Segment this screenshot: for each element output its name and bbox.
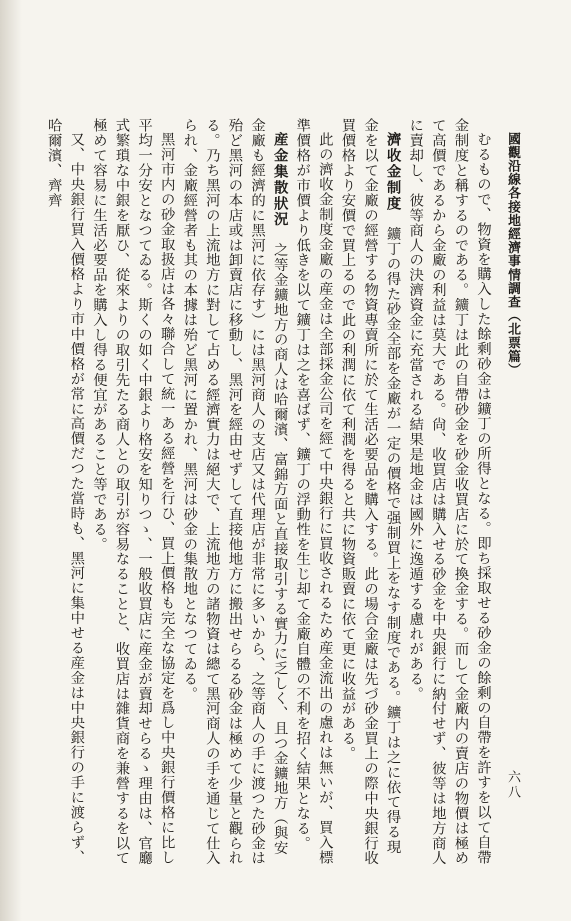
paragraph-4 — [178, 118, 291, 868]
page-number: 六八 — [505, 770, 520, 800]
paragraph-1 — [404, 118, 494, 868]
book-spine-shadow — [0, 0, 22, 921]
running-title: 國觀沿線各接地經濟事情調查（北票篇） — [505, 132, 520, 377]
paragraph-text: 鑛丁の得た砂金全部を金廠が一定の價格で强制買上をなす制度である。鑛丁は之に依て得る現金を以て金廠の經營する物資專賣所に於て生活必要品を購入する。此の場合金廠は先づ砂金買上の際中央銀行收買價格より安價で買上るので此の利潤に依て利潤を得ると共に物資販賣に依て更に收益がある。 — [339, 118, 401, 866]
paragraph-6 — [42, 118, 87, 868]
section-heading: 産金集散狀況 — [271, 132, 289, 228]
section-heading: 濟收金制度 — [384, 132, 402, 212]
paragraph-text: 又、中央銀行買入價格より市中價格が常に高價だつた當時も、黑河に集中せる産金は中央銀行の手に渡らず、哈爾濱、齊齊 — [45, 118, 85, 865]
paragraph-text: 之等金鑛地方の商人は哈爾濱、富錦方面と直接取引する實力に乏しく、且つ金鑛地方（與安金廠も經濟的に黑河に依存す）には黑河商人の支店又は代理店が非常に多いから、之等商人の手に渡つた砂金は殆ど黑河の本店或は卸賣店に移動し、黑河を經由せずして直接他地方に搬出せらるる砂金は極めて少量と觀られる。乃ち黑河の上流地方に對して占める經濟實力は絕大で、上流地方の諸物資は總て黑河商人の手を通じて仕入られ、金廠經營者も其の本據は殆ど黑河に置かれ、黑河は砂金の集散地となつてゐる。 — [181, 118, 288, 866]
paragraph-text: むるもので、物資を購入した餘剩砂金は鑛丁の所得となる。即ち採取せる砂金の餘剩の自帶を許すを以て自帶金制度と稱するのである。鑛丁は此の自帶砂金を砂金收買店に於て換金する。而して金廠内の賣店の物價は極めて高價であるから金廠の利益は莫大である。尙、收買店は購入せる砂金を中央銀行に納付せず、彼等は地方商人に賣却し、彼等商人の決濟資金に充當される結果是地金は國外に逸遁する慮れがある。 — [407, 118, 491, 866]
body-text — [45, 118, 494, 868]
paragraph-2 — [336, 118, 404, 868]
paragraph-5 — [87, 118, 177, 868]
paragraph-text: 此の濟收金制度金廠の産金は全部採金公司を經て中央銀行に買收されるため産金流出の慮れは無いが、買入標準價格が市價より低きを以て鑛丁は之を喜ばず、鑛丁の浮動性を生じ却て金廠自體の不利を招く結果となる。 — [294, 118, 333, 865]
paragraph-text: 黑河市内の砂金取扱店は各々聯合して統一ある經營を行ひ、買上價格も完全な協定を爲し中央銀行價格に比し平均一分安となつてゐる。斯くの如く中銀より格安を知りつゝ、一般收買店に産金が賣却せらるゝ理由は、官廳式繁瑣な中銀を厭ひ、從來よりの取引先たる商人との取引が容易なることと、收買店は雜貨商を兼營するを以て極めて容易に生活必要品を購入し得る便宜があること等である。 — [90, 118, 175, 866]
paragraph-3 — [291, 118, 336, 868]
